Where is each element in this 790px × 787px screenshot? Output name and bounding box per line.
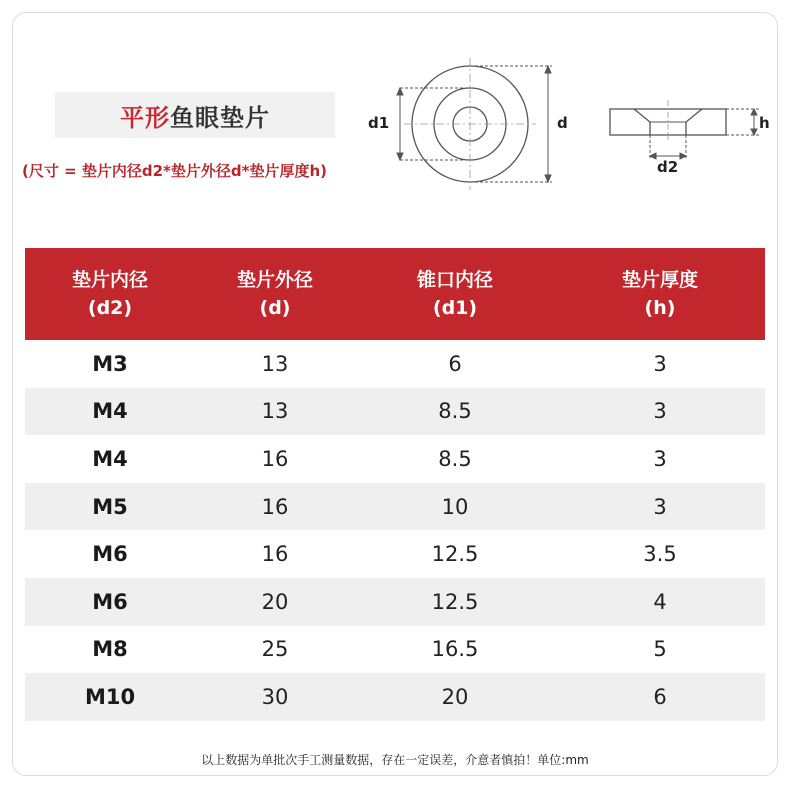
cell-countersink: 10 (355, 483, 555, 531)
cell-thickness: 3 (555, 483, 765, 531)
cell-outer: 20 (195, 578, 355, 626)
table-row (25, 530, 765, 578)
cell-outer: 25 (261, 637, 289, 662)
table-row (25, 483, 765, 531)
cell-size: M4 (92, 446, 128, 471)
cell-size: M6 (25, 578, 195, 626)
header-outer-diameter: 垫片外径 (d) (195, 248, 355, 340)
table-row (25, 388, 765, 436)
washer-side-view (610, 100, 726, 140)
header-countersink-diameter: 锥口内径 (d1) (355, 248, 555, 340)
cell-thickness: 3.5 (643, 542, 677, 567)
table-row (25, 340, 765, 388)
title-part-dark: 鱼眼垫片 (170, 103, 270, 132)
cell-size: M10 (25, 673, 195, 721)
cell-thickness: 3 (555, 388, 765, 436)
h-dimension (726, 109, 760, 135)
cell-thickness: 6 (555, 673, 765, 721)
label-d: d (557, 114, 568, 132)
cell-outer: 16 (261, 542, 289, 567)
cell-outer: 13 (261, 351, 289, 376)
table-row (25, 626, 765, 674)
table-row (25, 673, 765, 721)
cell-size: M5 (25, 483, 195, 531)
cell-outer: 13 (195, 388, 355, 436)
cell-countersink: 20 (355, 673, 555, 721)
cell-outer: 16 (195, 483, 355, 531)
header-inner-diameter: 垫片内径 (d2) (25, 248, 195, 340)
cell-size: M6 (92, 542, 128, 567)
cell-thickness: 3 (653, 351, 667, 376)
size-formula: (尺寸 = 垫片内径d2*垫片外径d*垫片厚度h) (22, 162, 328, 180)
title-part-red: 平形 (120, 103, 170, 132)
cell-size: M8 (92, 637, 128, 662)
cell-countersink: 8.5 (355, 388, 555, 436)
cell-countersink: 8.5 (438, 446, 472, 471)
table-header-row (25, 248, 765, 340)
label-d1: d1 (368, 114, 390, 132)
cell-thickness: 3 (653, 446, 667, 471)
cell-countersink: 12.5 (355, 578, 555, 626)
cell-countersink: 12.5 (431, 542, 479, 567)
header-thickness: 垫片厚度 (h) (555, 248, 765, 340)
cell-thickness: 5 (653, 637, 667, 662)
cell-countersink: 16.5 (431, 637, 479, 662)
label-d2: d2 (657, 158, 679, 176)
table-row (25, 578, 765, 626)
cell-outer: 16 (261, 446, 289, 471)
table-row (25, 435, 765, 483)
cell-size: M4 (25, 388, 195, 436)
cell-countersink: 6 (448, 351, 462, 376)
washer-top-view (404, 58, 536, 190)
cell-outer: 30 (195, 673, 355, 721)
washer-diagram (0, 0, 790, 240)
measurement-note: 以上数据为单批次手工测量数据，存在一定误差，介意者慎拍！单位:mm (201, 753, 589, 767)
label-h: h (759, 114, 770, 132)
spec-table (25, 248, 765, 721)
cell-thickness: 4 (555, 578, 765, 626)
cell-size: M3 (92, 351, 128, 376)
